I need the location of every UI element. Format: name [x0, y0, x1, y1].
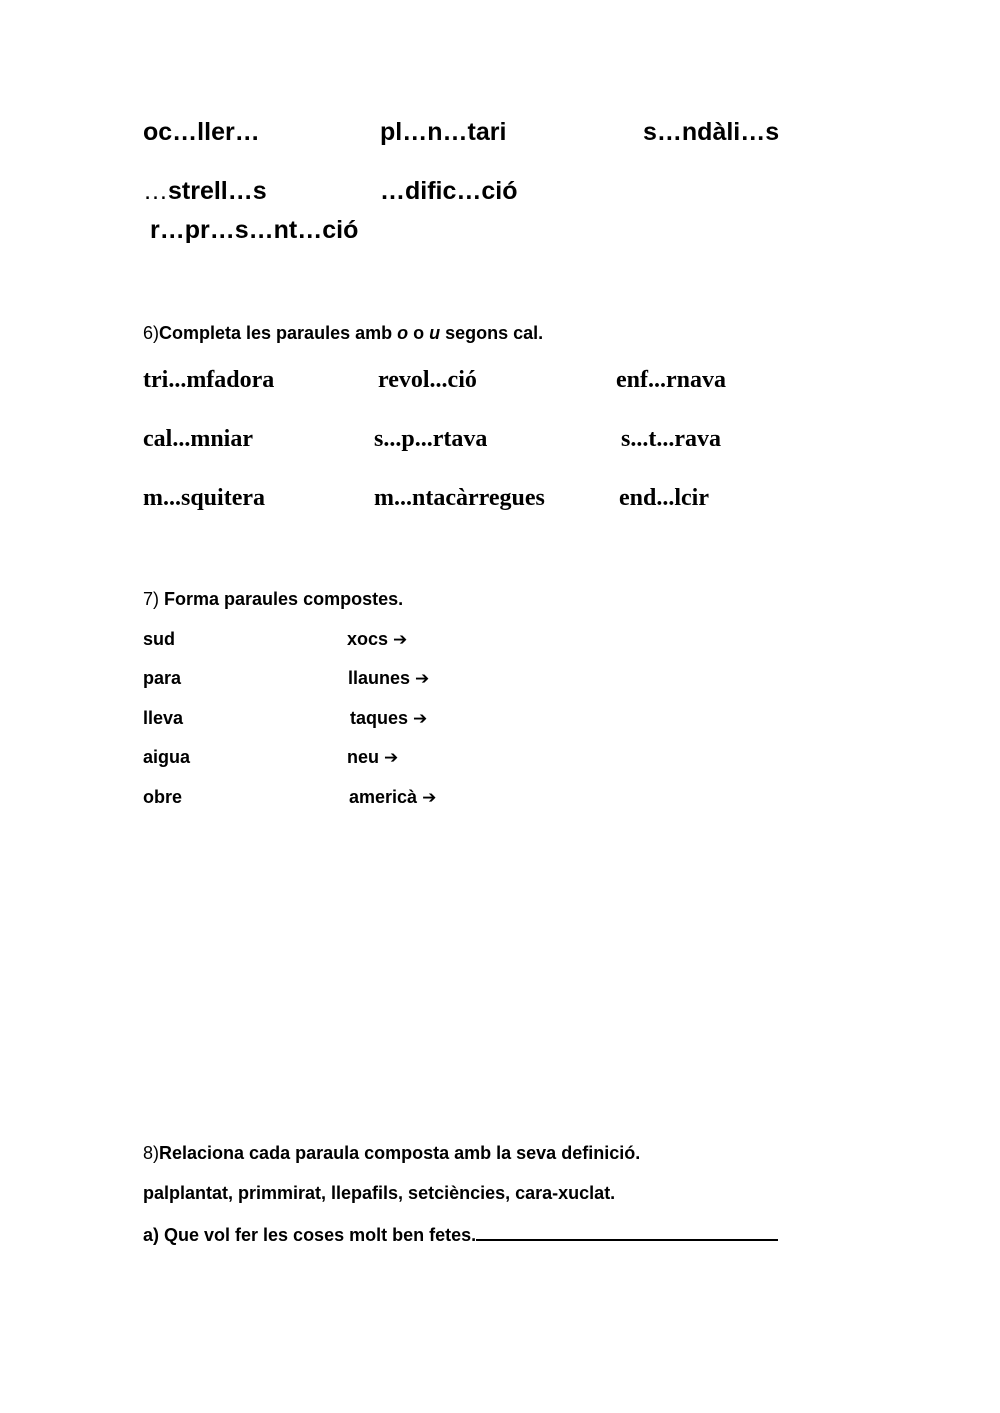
- section-8-heading: [143, 1143, 640, 1164]
- definition-item-a: [143, 1223, 778, 1246]
- definition-text: a) Que vol fer les coses molt ben fetes.: [143, 1225, 477, 1245]
- heading-letter-o: o: [397, 323, 409, 343]
- heading-text: Relaciona cada paraula composta amb la seva definició.: [159, 1143, 641, 1163]
- exercise-word: m...squitera: [143, 485, 265, 511]
- heading-text: segons cal.: [440, 323, 544, 343]
- exercise-word: [143, 177, 267, 206]
- word-text: xocs: [347, 629, 389, 649]
- exercise-word: s…ndàli…s: [643, 118, 780, 146]
- compound-left-word: obre: [143, 787, 183, 807]
- word-body: strell…s: [168, 177, 267, 205]
- word-text: neu: [347, 747, 380, 767]
- heading-letter-u: u: [429, 323, 441, 343]
- exercise-word: …dific…ció: [380, 177, 518, 205]
- section-number: 8): [143, 1143, 160, 1163]
- exercise-word: end...lcir: [619, 485, 709, 511]
- exercise-word: cal...mniar: [143, 426, 253, 452]
- exercise-word: oc…ller…: [143, 118, 260, 146]
- compound-left-word: sud: [143, 629, 176, 649]
- section-number: 7): [143, 589, 165, 609]
- word-list: palplantat, primmirat, llepafils, setciències, cara-xuclat.: [143, 1183, 616, 1203]
- exercise-word: s...t...rava: [621, 426, 721, 452]
- word-prefix: …: [143, 177, 168, 205]
- arrow-right-icon: ➔: [384, 748, 399, 768]
- arrow-right-icon: ➔: [393, 630, 408, 650]
- arrow-right-icon: ➔: [422, 788, 437, 808]
- heading-text: Completa les paraules amb: [159, 323, 398, 343]
- compound-left-word: para: [143, 668, 182, 688]
- compound-right-word: [347, 629, 407, 650]
- exercise-word: m...ntacàrregues: [374, 485, 545, 511]
- heading-text: o: [408, 323, 430, 343]
- exercise-word: tri...mfadora: [143, 367, 275, 393]
- arrow-right-icon: ➔: [415, 669, 430, 689]
- exercise-word: s...p...rtava: [374, 426, 488, 452]
- exercise-word: pl…n…tari: [380, 118, 507, 146]
- section-7-heading: [143, 589, 403, 610]
- word-text: llaunes: [348, 668, 411, 688]
- exercise-word: enf...rnava: [616, 367, 726, 393]
- compound-right-word: [347, 747, 398, 768]
- arrow-right-icon: ➔: [413, 709, 428, 729]
- compound-left-word: lleva: [143, 708, 184, 728]
- compound-right-word: [349, 787, 436, 808]
- compound-right-word: [350, 708, 427, 729]
- answer-blank[interactable]: [476, 1223, 778, 1241]
- exercise-word: revol...ció: [378, 367, 477, 393]
- word-text: americà: [349, 787, 418, 807]
- section-6-heading: [143, 323, 543, 344]
- section-number: 6): [143, 323, 160, 343]
- exercise-word: r…pr…s…nt…ció: [150, 216, 359, 244]
- heading-text: Forma paraules compostes.: [164, 589, 404, 609]
- compound-left-word: aigua: [143, 747, 191, 767]
- compound-right-word: [348, 668, 429, 689]
- word-text: taques: [350, 708, 409, 728]
